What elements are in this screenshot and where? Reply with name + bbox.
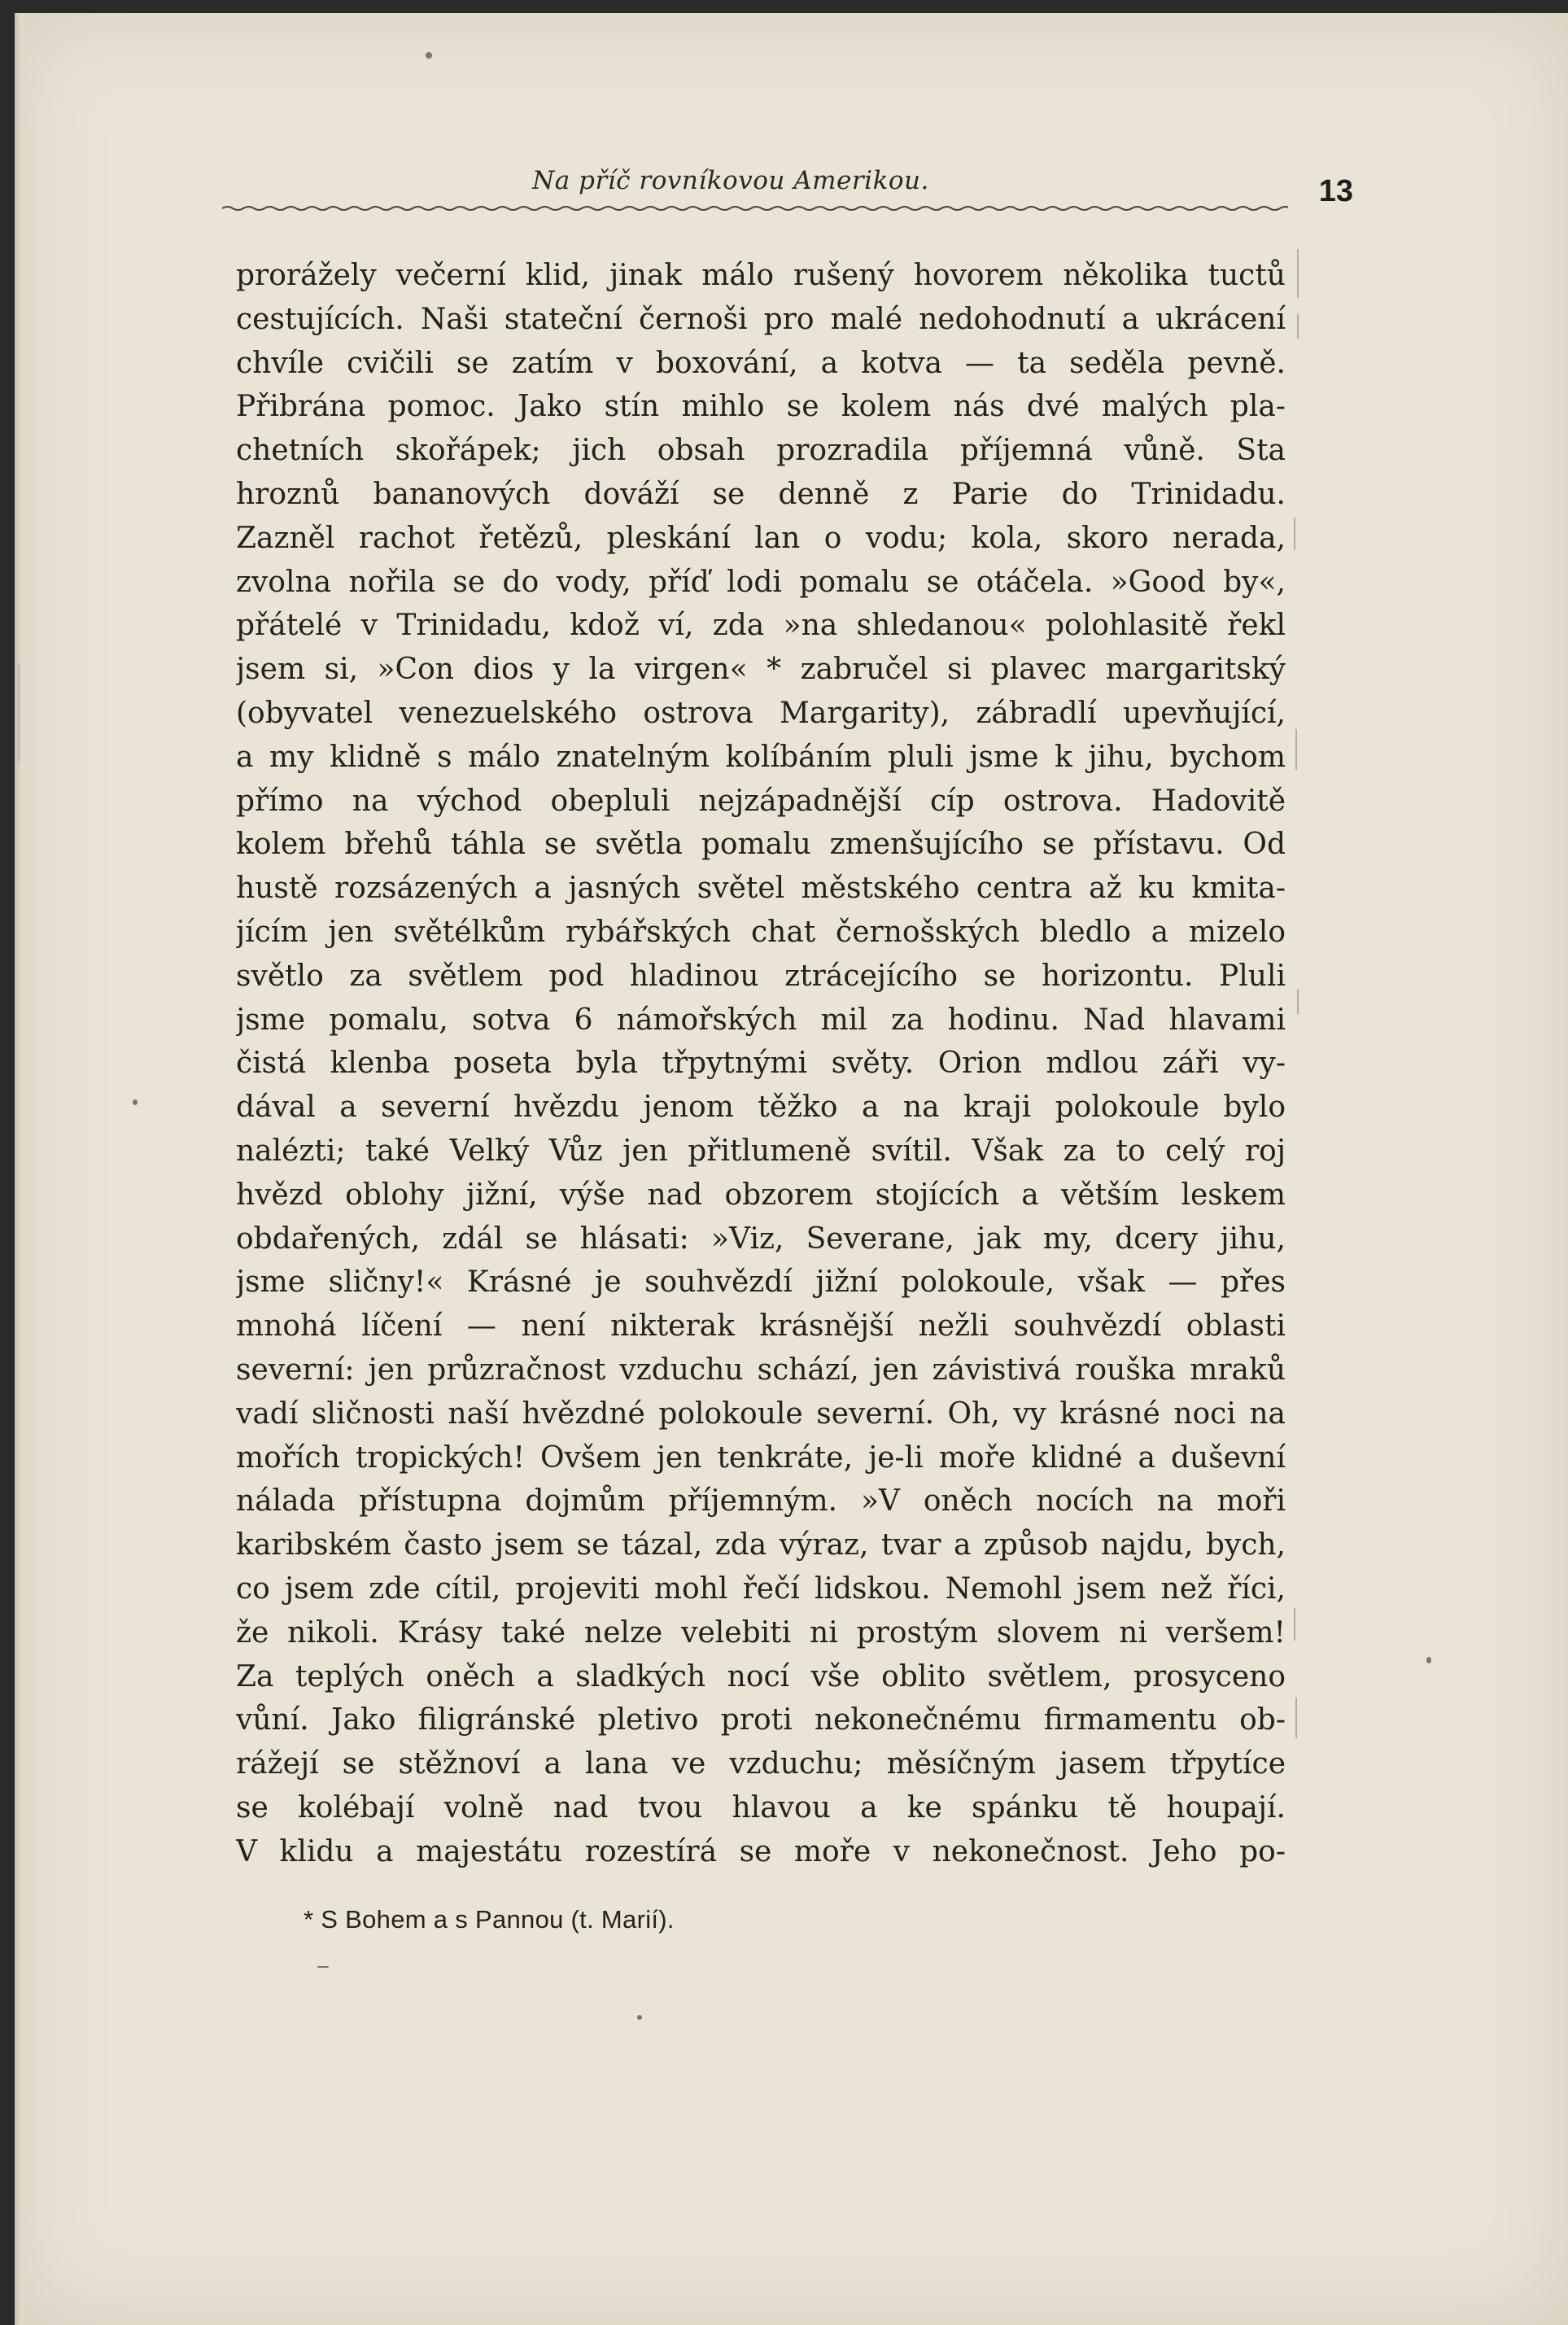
text-line: dával a severní hvězdu jenom těžko a na kraji polokoule bylo <box>236 1090 1286 1125</box>
margin-mark <box>1297 990 1299 1014</box>
text-line: se kolébají volně nad tvou hlavou a ke spánku tě houpají. <box>236 1790 1286 1825</box>
text-line: jsme pomalu, sotva 6 námořských mil za hodinu. Nad hlavami <box>236 1003 1286 1037</box>
text-line: že nikoli. Krásy také nelze velebiti ni prostým slovem ni veršem! <box>236 1615 1286 1650</box>
footnote: * S Bohem a s Pannou (t. Marií). <box>304 1905 675 1934</box>
margin-mark <box>1294 518 1295 550</box>
paper-speck <box>133 1099 138 1105</box>
running-title: Na příč rovníkovou Amerikou. <box>532 166 929 195</box>
text-line: mořích tropických! Ovšem jen tenkráte, je-li moře klidné a duševní <box>236 1440 1286 1475</box>
wavy-rule-ornament <box>222 202 1288 215</box>
text-line: jsme sličny!« Krásné je souhvězdí jižní polokoule, však — přes <box>236 1265 1286 1300</box>
text-line: a my klidně s málo znatelným kolíbáním pluli jsme k jihu, bychom <box>236 740 1286 774</box>
text-line: Za teplých oněch a sladkých nocí vše oblito světlem, prosyceno <box>236 1659 1286 1693</box>
text-line: Přibrána pomoc. Jako stín mihlo se kolem nás dvé malých pla- <box>236 390 1286 424</box>
margin-mark <box>1295 729 1297 770</box>
margin-mark <box>1295 1698 1297 1738</box>
page-binding-edge <box>15 13 23 2325</box>
text-line: nálada přístupna dojmům příjemným. »V oněch nocích na moři <box>236 1484 1286 1519</box>
paper-speck <box>637 2015 642 2020</box>
text-line: rážejí se stěžnoví a lana ve vzduchu; měsíčným jasem třpytíce <box>236 1747 1286 1781</box>
text-line: přímo na východ obepluli nejzápadnější cíp ostrova. Hadovitě <box>236 784 1286 818</box>
text-line: chvíle cvičili se zatím v boxování, a kotva — ta seděla pevně. <box>236 346 1286 380</box>
paper-speck <box>426 52 432 59</box>
text-line: světlo za světlem pod hladinou ztrácejícího se horizontu. Pluli <box>236 959 1286 993</box>
text-line: přátelé v Trinidadu, kdož ví, zda »na shledanou« polohlasitě řekl <box>236 609 1286 643</box>
text-line: jícím jen světélkům rybářských chat černošských bledlo a mizelo <box>236 915 1286 949</box>
paper-speck <box>1426 1657 1431 1663</box>
text-line: prorážely večerní klid, jinak málo rušený hovorem několika tuctů <box>236 259 1286 292</box>
text-line: Zazněl rachot řetězů, pleskání lan o vodu; kola, skoro nerada, <box>236 521 1286 555</box>
text-line: hroznů bananových dováží se denně z Parie do Trinidadu. <box>236 477 1286 511</box>
text-line: zvolna nořila se do vody, příď lodi pomalu se otáčela. »Good by«, <box>236 565 1286 599</box>
text-line: co jsem zde cítil, projeviti mohl řečí lidskou. Nemohl jsem než říci, <box>236 1571 1286 1606</box>
margin-mark <box>18 664 20 762</box>
text-line: cestujících. Naši stateční černoši pro malé nedohodnutí a ukrácení <box>236 302 1286 336</box>
text-line: vůní. Jako filigránské pletivo proti nekonečnému firmamentu ob- <box>236 1703 1286 1737</box>
text-line: chetních skořápek; jich obsah prozradila příjemná vůně. Sta <box>236 434 1286 468</box>
margin-mark <box>1294 1608 1295 1641</box>
paper-speck <box>317 1966 329 1968</box>
margin-mark <box>1297 249 1299 298</box>
body-text <box>236 254 1286 1873</box>
text-line: hustě rozsázených a jasných světel městského centra až ku kmita- <box>236 872 1286 906</box>
text-line: severní: jen průzračnost vzduchu schází, jen závistivá rouška mraků <box>236 1353 1286 1387</box>
text-line: mnohá líčení — není nikterak krásnější nežli souhvězdí oblasti <box>236 1309 1286 1344</box>
text-line: vadí sličnosti naší hvězdné polokoule severní. Oh, vy krásné noci na <box>236 1396 1286 1431</box>
book-page <box>15 13 1568 2325</box>
text-line: nalézti; také Velký Vůz jen přitlumeně svítil. Však za to celý roj <box>236 1134 1286 1168</box>
text-line: (obyvatel venezuelského ostrova Margarity), zábradlí upevňující, <box>236 696 1286 730</box>
text-line: čistá klenba poseta byla třpytnými světy. Orion mdlou záři vy- <box>236 1047 1286 1081</box>
page-number: 13 <box>1318 174 1353 208</box>
text-line: jsem si, »Con dios y la virgen« * zabručel si plavec margaritský <box>236 653 1286 687</box>
text-line: karibském často jsem se tázal, zda výraz, tvar a způsob najdu, bych, <box>236 1528 1286 1562</box>
margin-mark <box>1297 314 1299 339</box>
text-line: V klidu a majestátu rozestírá se moře v nekonečnost. Jeho po- <box>236 1834 1286 1868</box>
text-line: kolem břehů táhla se světla pomalu zmenšujícího se přístavu. Od <box>236 828 1286 862</box>
text-line: obdařených, zdál se hlásati: »Viz, Severane, jak my, dcery jihu, <box>236 1221 1286 1256</box>
text-line: hvězd oblohy jižní, výše nad obzorem stojících a větším leskem <box>236 1178 1286 1212</box>
